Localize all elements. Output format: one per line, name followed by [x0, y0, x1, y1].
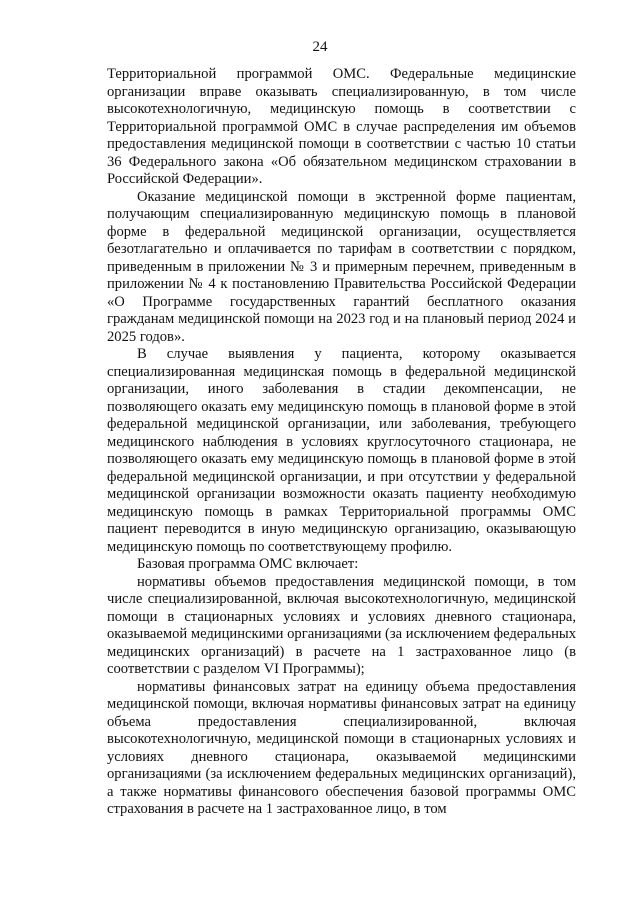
paragraph-financial-standards: нормативы финансовых затрат на единицу объема предоставления медицинской помощи, включая нормативы финансовых затрат на единицу объема предоставления специализированной, включая высокотехнологичную, медицинской помощи в стационарных условиях и условиях дневного стационара, оказываемой медицинскими организациями (за исключением федеральных медицинских организаций), а также нормативы финансового обеспечения базовой программы ОМС страхования в расчете на 1 застрахованное лицо, в том — [107, 678, 576, 817]
paragraph-volume-standards: нормативы объемов предоставления медицинской помощи, в том числе специализированной, включая высокотехнологичную, медицинской помощи в стационарных условиях и условиях дневного стационара, оказываемой медицинскими организациями (за исключением федеральных медицинских организаций) в расчете на 1 застрахованное лицо (в соответствии с разделом VI Программы); — [107, 573, 577, 677]
page-number: 24 — [312, 39, 328, 55]
paragraph-patient-transfer: В случае выявления у пациента, которому оказывается специализированная медицинская помощь в федеральной медицинской организации, иного заболевания в стадии декомпенсации, не позволяющего оказать ему медицинскую помощь в плановой форме в этой федеральной медицинской организации, или заболевания, требующего медицинского наблюдения в условиях круглосуточного стационара, не позволяющего оказать ему медицинскую помощь в плановой форме в этой федеральной медицинской организации, и при отсутствии у федеральной медицинской организации возможности оказать пациенту необходимую медицинскую помощь в рамках Территориальной программы ОМС пациент переводится в иную медицинскую организацию, оказывающую медицинскую помощь по соответствующему профилю. — [107, 346, 576, 555]
paragraph-emergency-care: Оказание медицинской помощи в экстренной форме пациентам, получающим специализированную медицинскую помощь в плановой форме в федеральной медицинской организации, осуществляется безотлагательно и оплачивается по тарифам в соответствии с порядком, приведенным в приложении № 3 и примерным перечнем, приведенным в приложении № 4 к постановлению Правительства Российской Федерации «О Программе государственных гарантий бесплатного оказания гражданам медицинской помощи на 2023 год и на плановый период 2024 и 2025 годов». — [107, 188, 576, 345]
paragraph-federal-organizations: Территориальной программой ОМС. Федеральные медицинские организации вправе оказывать специализированную, в том числе высокотехнологичную, медицинскую помощь в соответствии с Территориальной программой ОМС в случае распределения им объемов предоставления медицинской помощи в соответствии с частью 10 статьи 36 Федерального закона «Об обязательном медицинском страховании в Российской Федерации». — [107, 66, 576, 187]
paragraph-base-program-intro: Базовая программа ОМС включает: — [137, 556, 359, 572]
document-body — [107, 66, 576, 819]
